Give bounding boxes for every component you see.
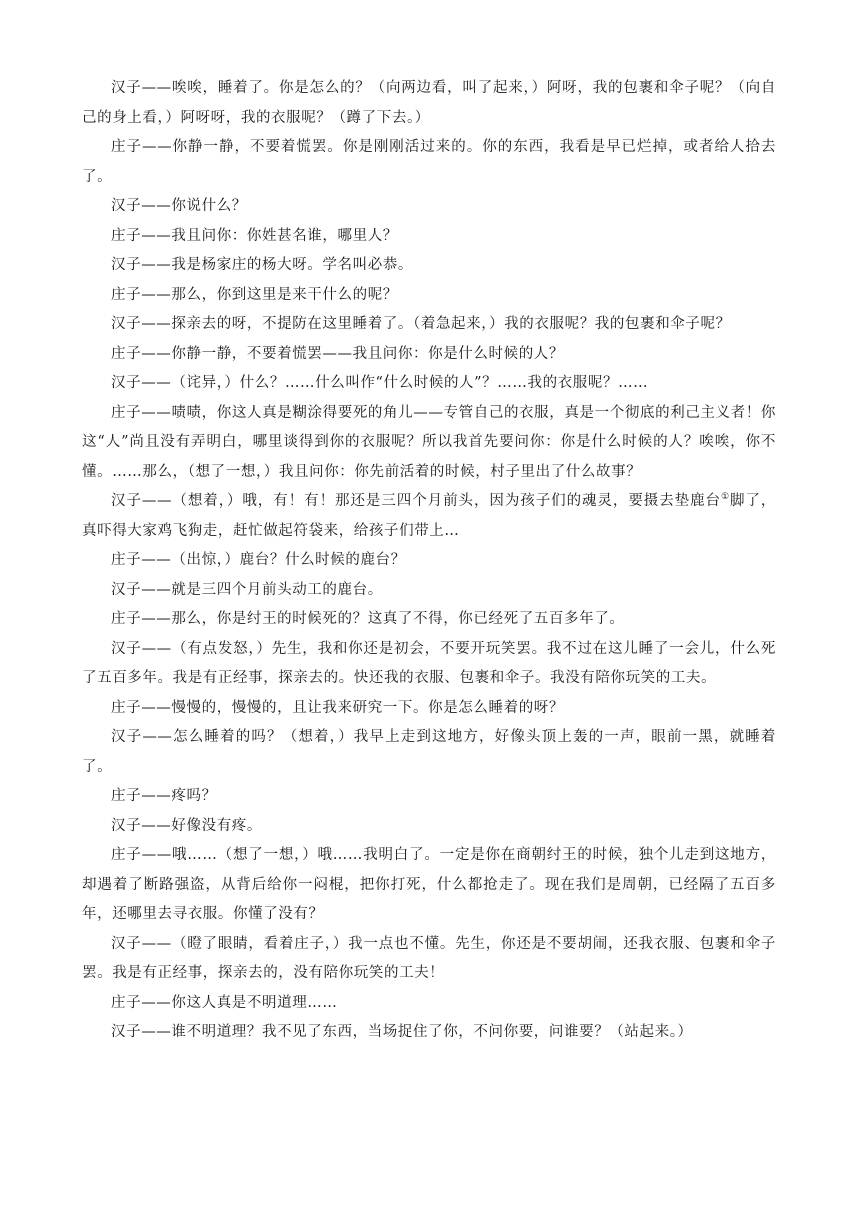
- paragraph: 汉子——就是三四个月前头动工的鹿台。: [111, 581, 383, 598]
- paragraph: 汉子——谁不明道理？我不见了东西，当场捉住了你，不问你要，问谁要？（站起来。）: [111, 1024, 693, 1040]
- paragraph: 汉子——探亲去的呀，不提防在这里睡着了。（着急起来，）我的衣服呢？我的包裹和伞子呢？: [111, 316, 731, 332]
- paragraph: 庄子——你静一静，不要着慌罢。你是刚刚活过来的。你的东西，我看是早已烂掉，或者给人拾去了。: [82, 139, 776, 185]
- paragraph: 汉子——（有点发怒，）先生，我和你还是初会，不要开玩笑罢。我不过在这儿睡了一会儿，什么死了五百多年。我是有正经事，探亲去的。快还我的衣服、包裹和伞子。我没有陪你玩笑的工夫。: [82, 640, 776, 686]
- paragraph: 庄子——那么，你是纣王的时候死的？这真了不得，你已经死了五百多年了。: [111, 611, 625, 627]
- paragraph-text-continued: 脚了，真吓得大家鸡飞狗走，赶忙做起符袋来，给孩子们带上…: [82, 493, 776, 539]
- paragraph: 汉子——我是杨家庄的杨大呀。学名叫必恭。: [111, 257, 413, 273]
- paragraph: 汉子——（诧异，）什么？……什么叫作“什么时候的人”？……我的衣服呢？……: [111, 375, 649, 391]
- paragraph: 庄子——你这人真是不明道理……: [111, 994, 338, 1011]
- paragraph: 汉子——唉唉，睡着了。你是怎么的？（向两边看，叫了起来，）阿呀，我的包裹和伞子呢？（向自己的身上看，）阿呀呀，我的衣服呢？（蹲了下去。）: [82, 80, 776, 126]
- paragraph: 庄子——哦……（想了一想，）哦……我明白了。一定是你在商朝纣王的时候，独个儿走到这地方，却遇着了断路强盗，从背后给你一闷棍，把你打死，什么都抢走了。现在我们是周朝，已经隔了五百多年，还哪里去寻衣服。你懂了没有？: [82, 847, 776, 922]
- paragraph: 汉子——怎么睡着的吗？（想着，）我早上走到这地方，好像头顶上轰的一声，眼前一黑，就睡着了。: [82, 729, 776, 775]
- dialogue-text: [82, 74, 776, 1048]
- paragraph-with-footnote: [82, 487, 776, 546]
- paragraph: 庄子——我且问你：你姓甚名谁，哪里人？: [111, 227, 398, 244]
- paragraph: 庄子——慢慢的，慢慢的，且让我来研究一下。你是怎么睡着的呀？: [111, 699, 564, 716]
- paragraph: 庄子——（出惊，）鹿台？什么时候的鹿台？: [111, 552, 406, 568]
- paragraph: 庄子——疼吗？: [111, 788, 217, 804]
- paragraph: 庄子——啧啧，你这人真是糊涂得要死的角儿——专管自己的衣服，真是一个彻底的利己主义者！你这“人”尚且没有弄明白，哪里谈得到你的衣服呢？所以我首先要问你：你是什么时候的人？唉唉，你不懂。……那么，（想了一想，）我且问你：你先前活着的时候，村子里出了什么故事？: [82, 404, 776, 480]
- paragraph: 汉子——好像没有疼。: [111, 817, 262, 834]
- paragraph: 汉子——你说什么？: [111, 198, 247, 214]
- footnote-marker: ①: [721, 492, 731, 502]
- paragraph: 庄子——那么，你到这里是来干什么的呢？: [111, 286, 398, 303]
- paragraph-text: 汉子——（想着，）哦，有！有！那还是三四个月前头，因为孩子们的魂灵，要摄去垫鹿台: [111, 493, 721, 509]
- paragraph: 汉子——（瞪了眼睛，看着庄子，）我一点也不懂。先生，你还是不要胡闹，还我衣服、包裹和伞子罢。我是有正经事，探亲去的，没有陪你玩笑的工夫！: [82, 935, 776, 981]
- paragraph: 庄子——你静一静，不要着慌罢——我且问你：你是什么时候的人？: [111, 345, 564, 362]
